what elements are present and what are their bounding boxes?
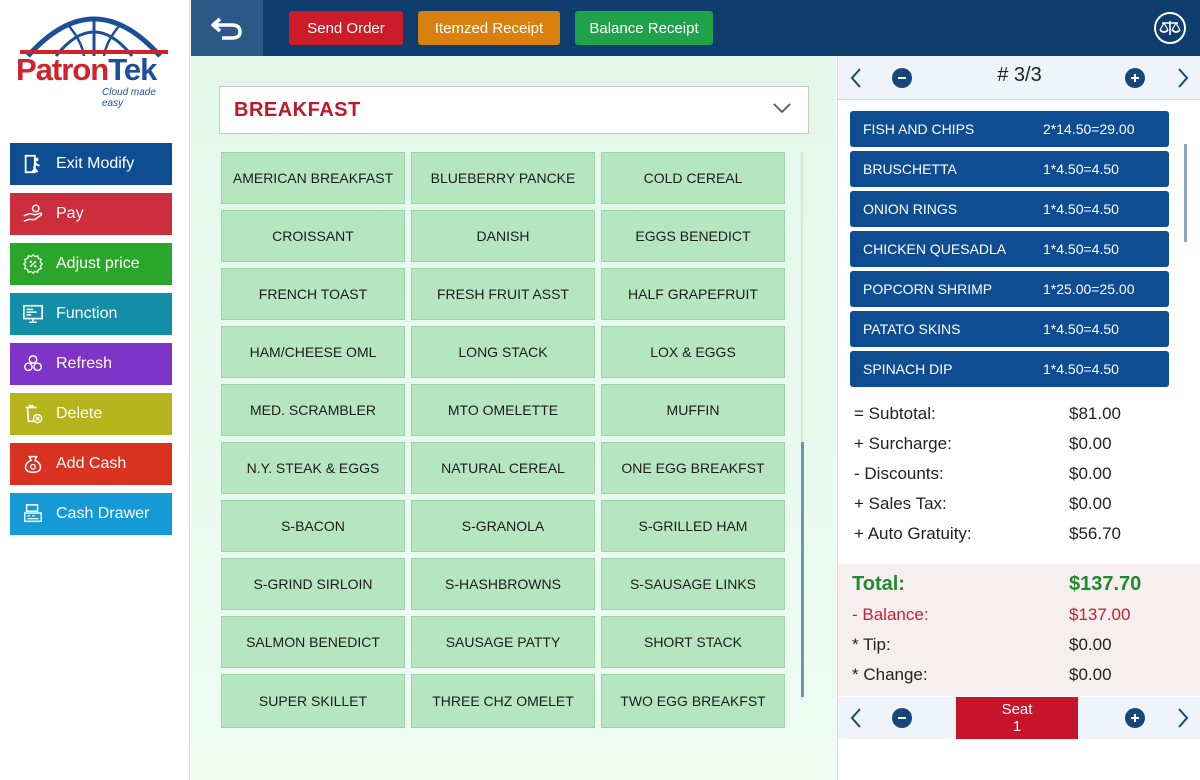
totals-label: + Sales Tax: <box>854 494 947 513</box>
order-item-row[interactable] <box>850 311 1169 347</box>
totals-label: - Discounts: <box>854 464 944 483</box>
total-label: Total: <box>852 573 905 595</box>
totals-label: = Subtotal: <box>854 404 936 423</box>
send-order-button[interactable]: Send Order <box>289 11 403 45</box>
chevron-down-icon <box>772 101 792 115</box>
order-navigation <box>838 56 1200 100</box>
totals-value: $56.70 <box>1069 524 1121 543</box>
seat-prev-chevron-icon[interactable] <box>848 707 864 729</box>
menu-item-button[interactable]: COLD CEREAL <box>601 152 785 204</box>
seat-button[interactable] <box>956 697 1078 739</box>
order-number: # 3/3 <box>997 64 1042 86</box>
logo-tagline: Cloud made easy <box>102 87 156 109</box>
seat-next-chevron-icon[interactable] <box>1175 707 1191 729</box>
menu-item-button[interactable]: SHORT STACK <box>601 616 785 668</box>
category-label: BREAKFAST <box>234 98 361 121</box>
tip-value: $0.00 <box>1069 635 1112 654</box>
exit-modify-icon <box>10 143 56 185</box>
menu-item-button[interactable]: LOX & EGGS <box>601 326 785 378</box>
order-scrollbar[interactable] <box>1184 144 1187 242</box>
order-item-name: FISH AND CHIPS <box>863 121 975 137</box>
totals-label: + Auto Gratuity: <box>854 524 972 543</box>
seat-minus-icon[interactable] <box>892 708 912 728</box>
menu-item-button[interactable]: TWO EGG BREAKFST <box>601 674 785 728</box>
order-item-name: ONION RINGS <box>863 201 958 217</box>
order-item-qty-price: 1*25.00=25.00 <box>1043 281 1135 297</box>
plus-icon[interactable] <box>1125 68 1145 88</box>
seat-plus-icon[interactable] <box>1125 708 1145 728</box>
menu-item-button[interactable]: DANISH <box>411 210 595 262</box>
minus-icon[interactable] <box>892 68 912 88</box>
category-dropdown[interactable] <box>219 86 809 134</box>
menu-item-button[interactable]: S-GRIND SIRLOIN <box>221 558 405 610</box>
menu-item-button[interactable]: SALMON BENEDICT <box>221 616 405 668</box>
order-item-qty-price: 1*4.50=4.50 <box>1043 361 1119 377</box>
order-item-name: CHICKEN QUESADLA <box>863 241 1007 257</box>
menu-item-button[interactable]: MUFFIN <box>601 384 785 436</box>
menu-item-button[interactable]: S-GRILLED HAM <box>601 500 785 552</box>
totals-value: $0.00 <box>1069 464 1112 483</box>
chevron-left-icon[interactable] <box>848 67 864 89</box>
total-value: $137.70 <box>1069 573 1142 595</box>
pay-hand-icon <box>10 193 56 235</box>
menu-item-button[interactable]: HALF GRAPEFRUIT <box>601 268 785 320</box>
cash-register-icon <box>10 493 56 535</box>
delete-icon <box>10 393 56 435</box>
menu-item-button[interactable]: S-HASHBROWNS <box>411 558 595 610</box>
delete-label: Delete <box>56 405 103 422</box>
menu-scrollbar[interactable] <box>801 442 804 697</box>
order-item-row[interactable] <box>850 231 1169 267</box>
function-label: Function <box>56 305 118 322</box>
menu-item-button[interactable]: MED. SCRAMBLER <box>221 384 405 436</box>
menu-item-button[interactable]: CROISSANT <box>221 210 405 262</box>
order-item-row[interactable] <box>850 271 1169 307</box>
itemized-receipt-button[interactable]: Itemzed Receipt <box>418 11 560 45</box>
order-item-name: BRUSCHETTA <box>863 161 957 177</box>
payment-summary <box>838 564 1200 696</box>
exit-modify-label: Exit Modify <box>56 155 135 172</box>
seat-navigation <box>838 697 1200 739</box>
order-item-name: PATATO SKINS <box>863 321 961 337</box>
patrontek-logo <box>14 12 174 109</box>
menu-item-button[interactable]: LONG STACK <box>411 326 595 378</box>
order-item-qty-price: 2*14.50=29.00 <box>1043 121 1135 137</box>
order-item-name: SPINACH DIP <box>863 361 953 377</box>
percent-icon <box>10 243 56 285</box>
refresh-label: Refresh <box>56 355 113 372</box>
menu-item-button[interactable]: S-BACON <box>221 500 405 552</box>
order-item-row[interactable] <box>850 111 1169 147</box>
adjust-price-label: Adjust price <box>56 255 140 272</box>
menu-item-button[interactable]: HAM/CHEESE OML <box>221 326 405 378</box>
totals-value: $81.00 <box>1069 404 1121 423</box>
order-item-qty-price: 1*4.50=4.50 <box>1043 161 1119 177</box>
menu-item-button[interactable]: AMERICAN BREAKFAST <box>221 152 405 204</box>
order-item-row[interactable] <box>850 151 1169 187</box>
cash-bag-icon <box>10 443 56 485</box>
menu-item-button[interactable]: S-GRANOLA <box>411 500 595 552</box>
balance-label: - Balance: <box>852 605 929 624</box>
change-value: $0.00 <box>1069 665 1112 684</box>
balance-value: $137.00 <box>1069 605 1131 624</box>
menu-item-button[interactable]: N.Y. STEAK & EGGS <box>221 442 405 494</box>
menu-item-button[interactable]: SUPER SKILLET <box>221 674 405 728</box>
menu-item-button[interactable]: ONE EGG BREAKFST <box>601 442 785 494</box>
totals-value: $0.00 <box>1069 434 1112 453</box>
left-sidebar <box>0 0 190 780</box>
menu-item-button[interactable]: BLUEBERRY PANCKE <box>411 152 595 204</box>
menu-item-button[interactable]: NATURAL CEREAL <box>411 442 595 494</box>
order-item-qty-price: 1*4.50=4.50 <box>1043 321 1119 337</box>
refresh-button[interactable] <box>10 343 172 385</box>
delete-button[interactable] <box>10 393 172 435</box>
refresh-icon <box>10 343 56 385</box>
adjust-price-button[interactable] <box>10 243 172 285</box>
seat-number: 1 <box>1012 718 1022 735</box>
order-item-name: POPCORN SHRIMP <box>863 281 993 297</box>
seat-label: Seat <box>1001 701 1033 718</box>
order-item-row[interactable] <box>850 191 1169 227</box>
function-button[interactable] <box>10 293 172 335</box>
menu-item-button[interactable]: FRENCH TOAST <box>221 268 405 320</box>
monitor-icon <box>10 293 56 335</box>
cash-drawer-button[interactable] <box>10 493 172 535</box>
add-cash-button[interactable] <box>10 443 172 485</box>
order-item-qty-price: 1*4.50=4.50 <box>1043 201 1119 217</box>
totals-label: + Surcharge: <box>854 434 952 453</box>
logo-wordmark: PatronTek <box>16 52 157 87</box>
cash-drawer-label: Cash Drawer <box>56 505 150 522</box>
order-item-row[interactable] <box>850 351 1169 387</box>
menu-item-button[interactable]: THREE CHZ OMELET <box>411 674 595 728</box>
menu-item-button[interactable]: EGGS BENEDICT <box>601 210 785 262</box>
order-panel <box>837 56 1200 780</box>
order-item-qty-price: 1*4.50=4.50 <box>1043 241 1119 257</box>
top-toolbar <box>191 0 1200 56</box>
change-label: * Change: <box>852 665 928 684</box>
chevron-right-icon[interactable] <box>1175 67 1191 89</box>
menu-item-button[interactable]: FRESH FRUIT ASST <box>411 268 595 320</box>
back-arrow-icon <box>210 15 244 41</box>
back-button[interactable] <box>191 0 263 56</box>
balance-receipt-button[interactable]: Balance Receipt <box>575 11 713 45</box>
menu-area <box>191 56 836 780</box>
menu-item-button[interactable]: SAUSAGE PATTY <box>411 616 595 668</box>
menu-item-button[interactable]: MTO OMELETTE <box>411 384 595 436</box>
exit-modify-button[interactable] <box>10 143 172 185</box>
scale-icon[interactable] <box>1154 12 1186 44</box>
pay-button[interactable] <box>10 193 172 235</box>
tip-label: * Tip: <box>852 635 891 654</box>
totals-value: $0.00 <box>1069 494 1112 513</box>
add-cash-label: Add Cash <box>56 455 127 472</box>
menu-item-button[interactable]: S-SAUSAGE LINKS <box>601 558 785 610</box>
pay-label: Pay <box>56 205 84 222</box>
